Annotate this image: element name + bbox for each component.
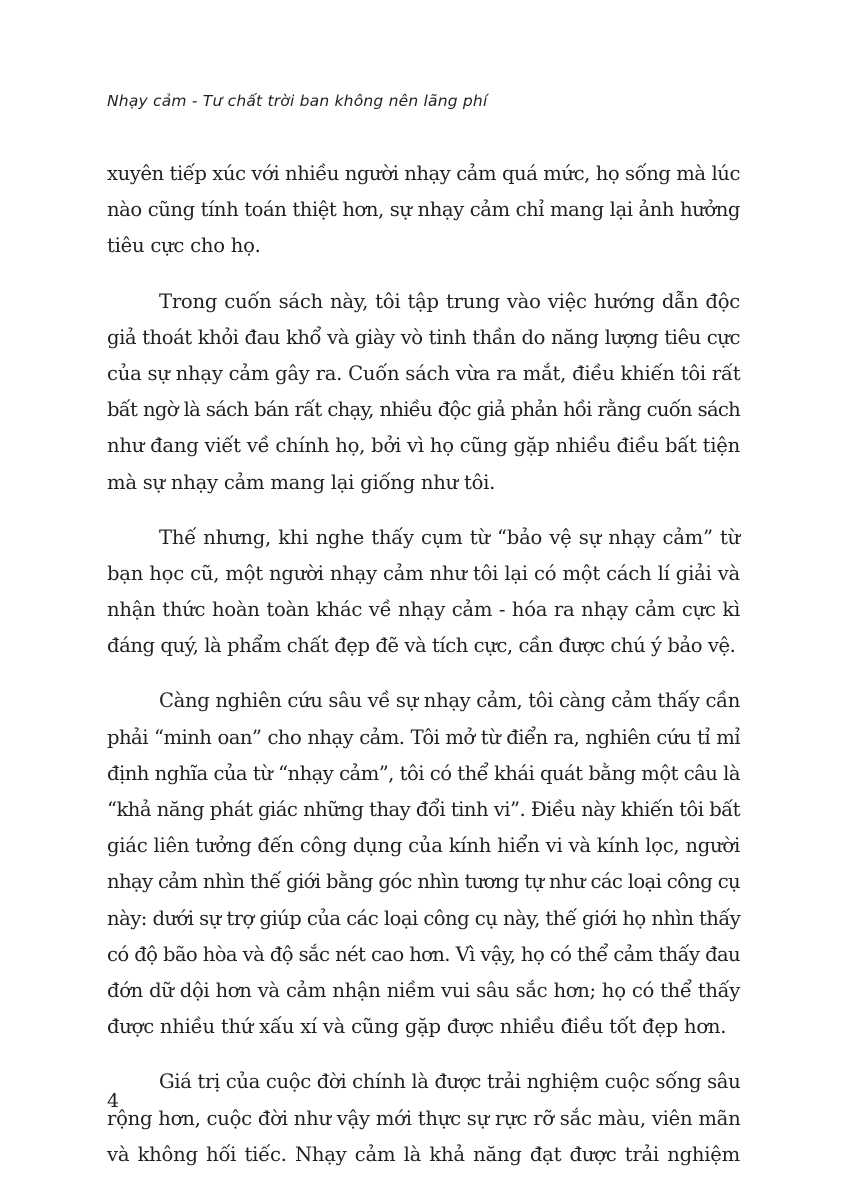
text-line: mà sự nhạy cảm mang lại giống như tôi. (107, 470, 496, 494)
text-line: của sự nhạy cảm gây ra. Cuốn sách vừa ra mắt, điều khiến tôi rất (107, 361, 741, 385)
text-line: bạn học cũ, một người nhạy cảm như tôi lại có một cách lí giải và (107, 561, 740, 585)
page-number: 4 (107, 1090, 120, 1112)
text-line: Thế nhưng, khi nghe thấy cụm từ “bảo vệ sự nhạy cảm” từ (159, 525, 740, 549)
paragraph-1 (107, 156, 740, 265)
text-line: Trong cuốn sách này, tôi tập trung vào việc hướng dẫn độc (159, 289, 740, 313)
text-line: có độ bão hòa và độ sắc nét cao hơn. Vì vậy, họ có thể cảm thấy đau (107, 942, 740, 966)
running-header: Nhạy cảm - Tư chất trời ban không nên lãng phí (107, 92, 488, 110)
text-line: phải “minh oan” cho nhạy cảm. Tôi mở từ điển ra, nghiên cứu tỉ mỉ (107, 725, 740, 749)
text-line: giác liên tưởng đến công dụng của kính hiển vi và kính lọc, người (107, 834, 740, 858)
text-line: Giá trị của cuộc đời chính là được trải nghiệm cuộc sống sâu (159, 1070, 741, 1094)
text-line: nào cũng tính toán thiệt hơn, sự nhạy cảm chỉ mang lại ảnh hưởng (107, 198, 740, 222)
text-line: Càng nghiên cứu sâu về sự nhạy cảm, tôi càng cảm thấy cần (159, 689, 740, 713)
text-line: đáng quý, là phẩm chất đẹp đẽ và tích cực, cần được chú ý bảo vệ. (107, 634, 736, 658)
text-line: bất ngờ là sách bán rất chạy, nhiều độc giả phản hồi rằng cuốn sách (107, 398, 740, 422)
paragraph-3 (107, 520, 740, 665)
text-line: nhận thức hoàn toàn khác về nhạy cảm - hóa ra nhạy cảm cực kì (107, 598, 740, 622)
paragraph-5 (107, 1064, 740, 1173)
paragraph-2 (107, 284, 740, 501)
text-line: nhạy cảm nhìn thế giới bằng góc nhìn tương tự như các loại công cụ (107, 870, 740, 894)
text-line: tiêu cực cho họ. (107, 234, 261, 258)
body-text (107, 156, 740, 1192)
text-line: giả thoát khỏi đau khổ và giày vò tinh thần do năng lượng tiêu cực (107, 325, 740, 349)
text-line: “khả năng phát giác những thay đổi tinh vi”. Điều này khiến tôi bất (107, 798, 740, 821)
paragraph-4 (107, 683, 740, 1045)
text-line: xuyên tiếp xúc với nhiều người nhạy cảm quá mức, họ sống mà lúc (107, 162, 740, 185)
text-line: đớn dữ dội hơn và cảm nhận niềm vui sâu sắc hơn; họ có thể thấy (107, 978, 740, 1002)
text-line: rộng hơn, cuộc đời như vậy mới thực sự rực rỡ sắc màu, viên mãn (107, 1106, 741, 1130)
text-line: định nghĩa của từ “nhạy cảm”, tôi có thể khái quát bằng một câu là (107, 761, 740, 785)
text-line: như đang viết về chính họ, bởi vì họ cũng gặp nhiều điều bất tiện (107, 434, 740, 458)
text-line: được nhiều thứ xấu xí và cũng gặp được nhiều điều tốt đẹp hơn. (107, 1015, 727, 1039)
text-line: này: dưới sự trợ giúp của các loại công cụ này, thế giới họ nhìn thấy (107, 906, 741, 930)
text-line: và không hối tiếc. Nhạy cảm là khả năng đạt được trải nghiệm (107, 1142, 740, 1166)
